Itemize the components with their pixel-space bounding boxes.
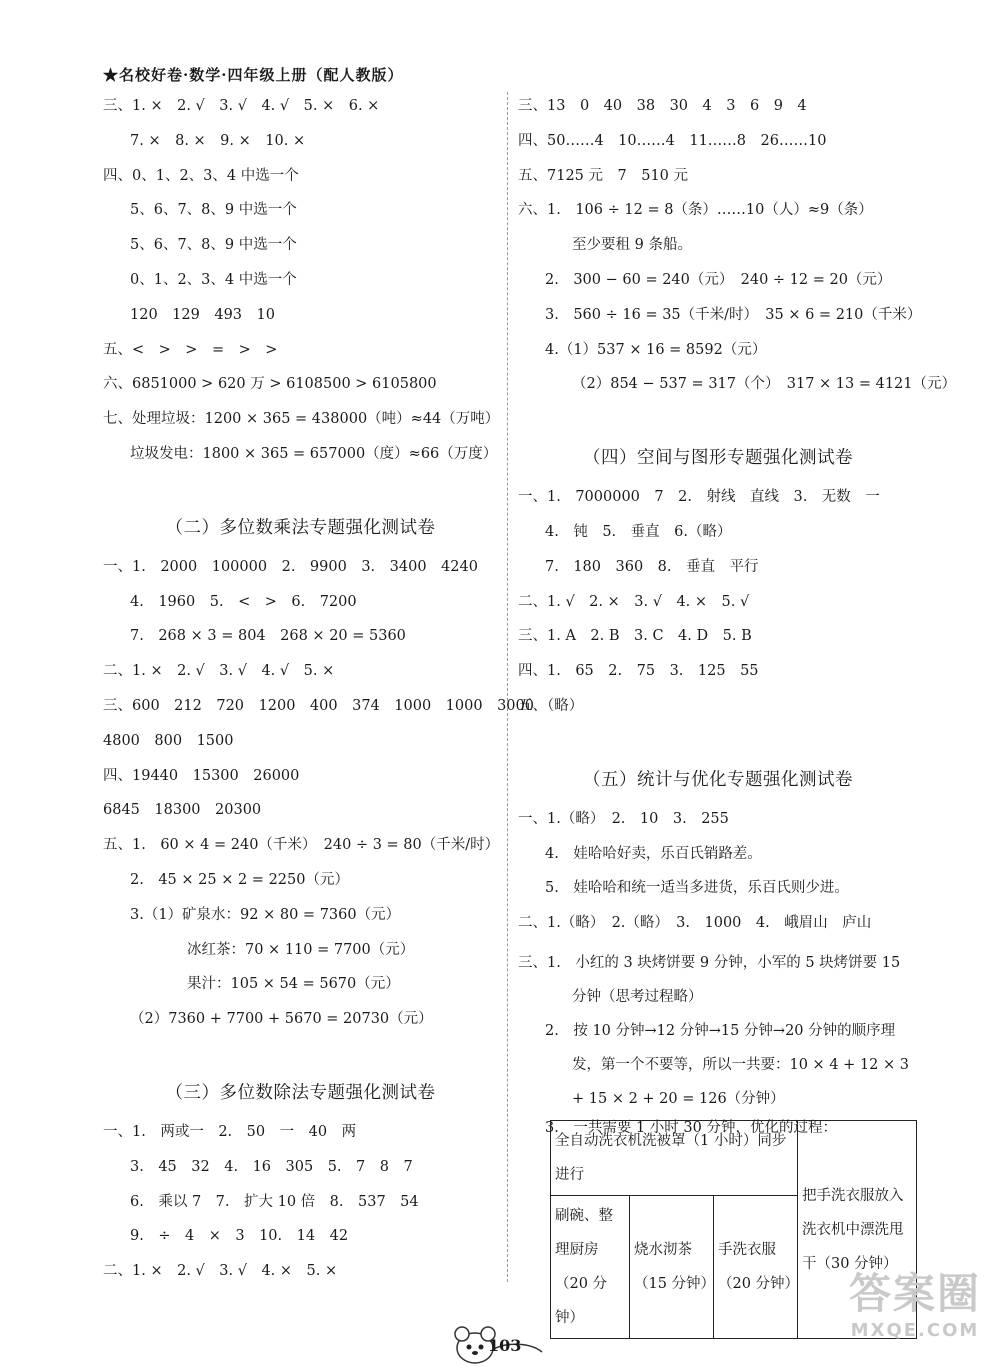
answer-line: 六、1. 106 ÷ 12 = 8（条）……10（人）≈9（条） bbox=[518, 202, 873, 219]
answer-line: 至少要租 9 条船。 bbox=[572, 237, 692, 254]
section-title-division: （三）多位数除法专题强化测试卷 bbox=[165, 1082, 436, 1103]
table-cell: 把手洗衣服放入洗衣机中漂洗甩干（30 分钟） bbox=[798, 1121, 917, 1339]
answer-line: 二、1. √ 2. × 3. √ 4. × 5. √ bbox=[518, 593, 750, 610]
answer-line: 4800 800 1500 bbox=[103, 732, 234, 749]
answer-line: 一、1.（略） 2. 10 3. 255 bbox=[518, 810, 729, 827]
answer-line: 垃圾发电：1800 × 365 = 657000（度）≈66（万度） bbox=[130, 445, 498, 462]
answer-line: 120 129 493 10 bbox=[130, 306, 275, 323]
answer-line: 7. 268 × 3 = 804 268 × 20 = 5360 bbox=[130, 628, 406, 645]
answer-line: 一、1. 2000 100000 2. 9900 3. 3400 4240 bbox=[103, 558, 478, 575]
answer-line: 2. 45 × 25 × 2 = 2250（元） bbox=[130, 871, 349, 888]
answer-line: 四、50……4 10……4 11……8 26……10 bbox=[518, 132, 827, 149]
section-title-geometry: （四）空间与图形专题强化测试卷 bbox=[583, 448, 853, 469]
answer-line: 冰红茶：70 × 110 = 7700（元） bbox=[187, 941, 415, 958]
answer-line: 0、1、2、3、4 中选一个 bbox=[130, 271, 297, 288]
answer-paragraph: 2. 按 10 分钟→12 分钟→15 分钟→20 分钟的顺序理发，第一个不要等，所以一共要：10 × 4 + 12 × 3 + 15 × 2 + 20 = 126（分钟） bbox=[545, 1022, 909, 1107]
answer-line: 四、0、1、2、3、4 中选一个 bbox=[103, 167, 299, 184]
watermark-url: MXQE.COM bbox=[850, 1320, 980, 1341]
left-column bbox=[103, 94, 534, 1294]
answer-line: 五、（略） bbox=[518, 697, 584, 714]
answer-line: 5、6、7、8、9 中选一个 bbox=[130, 237, 297, 254]
answer-line: （2）7360 + 7700 + 5670 = 20730（元） bbox=[130, 1011, 433, 1028]
answer-line: 7. × 8. × 9. × 10. × bbox=[130, 132, 306, 149]
page-number: 103 bbox=[488, 1336, 522, 1355]
answer-line: 9. ÷ 4 × 3 10. 14 42 bbox=[130, 1228, 349, 1245]
answer-line: 二、1.（略） 2.（略） 3. 1000 4. 峨眉山 庐山 bbox=[518, 915, 872, 932]
answer-line: 一、1. 两或一 2. 50 一 40 两 bbox=[103, 1123, 357, 1140]
answer-line: 三、600 212 720 1200 400 374 1000 1000 3000 bbox=[103, 697, 534, 714]
table-cell: 全自动洗衣机洗被罩（1 小时）同步进行 bbox=[551, 1121, 798, 1196]
answer-line: 3. 45 32 4. 16 305 5. 7 8 7 bbox=[130, 1158, 413, 1175]
answer-line: 四、1. 65 2. 75 3. 125 55 bbox=[518, 663, 759, 680]
answer-line: 五、1. 60 × 4 = 240（千米） 240 ÷ 3 = 80（千米/时） bbox=[103, 837, 500, 854]
answer-line: （2）854 − 537 = 317（个） 317 × 13 = 4121（元） bbox=[572, 376, 957, 393]
watermark-logo bbox=[840, 1268, 990, 1363]
answer-line: 3. 一共需要 1 小时 30 分钟，优化的过程： bbox=[545, 1119, 837, 1136]
answer-line: 五、< > > = > > bbox=[103, 341, 278, 358]
answer-line: 3. 560 ÷ 16 = 35（千米/时） 35 × 6 = 210（千米） bbox=[545, 306, 922, 323]
right-column bbox=[518, 94, 957, 1151]
section-title-statistics: （五）统计与优化专题强化测试卷 bbox=[583, 769, 853, 790]
answer-line: 3.（1）矿泉水：92 × 80 = 7360（元） bbox=[130, 906, 401, 923]
column-divider bbox=[507, 92, 508, 1282]
answer-line: 7. 180 360 8. 垂直 平行 bbox=[545, 558, 759, 575]
table-cell: 烧水沏茶（15 分钟） bbox=[630, 1196, 714, 1339]
answer-line: 4. 1960 5. < > 6. 7200 bbox=[130, 593, 357, 610]
answer-line: 5. 娃哈哈和统一适当多进货，乐百氏则少进。 bbox=[545, 880, 849, 897]
running-header: ★名校好卷·数学·四年级上册（配人教版） bbox=[103, 66, 404, 84]
answer-line: 二、1. × 2. √ 3. √ 4. √ 5. × bbox=[103, 663, 335, 680]
answer-paragraph: 三、1. 小红的 3 块烤饼要 9 分钟，小军的 5 块烤饼要 15 分钟（思考过程略） bbox=[518, 954, 901, 1005]
answer-line: 6. 乘以 7 7. 扩大 10 倍 8. 537 54 bbox=[130, 1193, 419, 1210]
answer-line: 五、7125 元 7 510 元 bbox=[518, 167, 689, 184]
answer-line: 2. 300 − 60 = 240（元） 240 ÷ 12 = 20（元） bbox=[545, 271, 892, 288]
answer-line: 4. 娃哈哈好卖，乐百氏销路差。 bbox=[545, 845, 762, 862]
answer-line: 5、6、7、8、9 中选一个 bbox=[130, 202, 297, 219]
answer-line: 四、19440 15300 26000 bbox=[103, 767, 300, 784]
answer-line: 六、6851000 > 620 万 > 6108500 > 6105800 bbox=[103, 376, 437, 393]
answer-line: 二、1. × 2. √ 3. √ 4. × 5. × bbox=[103, 1263, 338, 1280]
answer-line: 七、处理垃圾：1200 × 365 = 438000（吨）≈44（万吨） bbox=[103, 411, 500, 428]
answer-line: 三、1. A 2. B 3. C 4. D 5. B bbox=[518, 628, 752, 645]
answer-line: 4.（1）537 × 16 = 8592（元） bbox=[545, 341, 767, 358]
watermark-text: 答案圈 bbox=[848, 1269, 981, 1318]
answer-line: 三、13 0 40 38 30 4 3 6 9 4 bbox=[518, 98, 807, 114]
section-title-multiplication: （二）多位数乘法专题强化测试卷 bbox=[165, 517, 436, 538]
answer-line: 三、1. × 2. √ 3. √ 4. √ 5. × 6. × bbox=[103, 98, 380, 114]
answer-line: 一、1. 7000000 7 2. 射线 直线 3. 无数 一 bbox=[518, 489, 880, 506]
table-cell: 刷碗、整理厨房（20 分钟） bbox=[551, 1196, 630, 1339]
answer-line: 果汁：105 × 54 = 5670（元） bbox=[187, 976, 400, 993]
answer-line: 4. 钝 5. 垂直 6.（略） bbox=[545, 523, 732, 540]
table-cell: 手洗衣服（20 分钟） bbox=[714, 1196, 798, 1339]
answer-line: 6845 18300 20300 bbox=[103, 802, 262, 819]
